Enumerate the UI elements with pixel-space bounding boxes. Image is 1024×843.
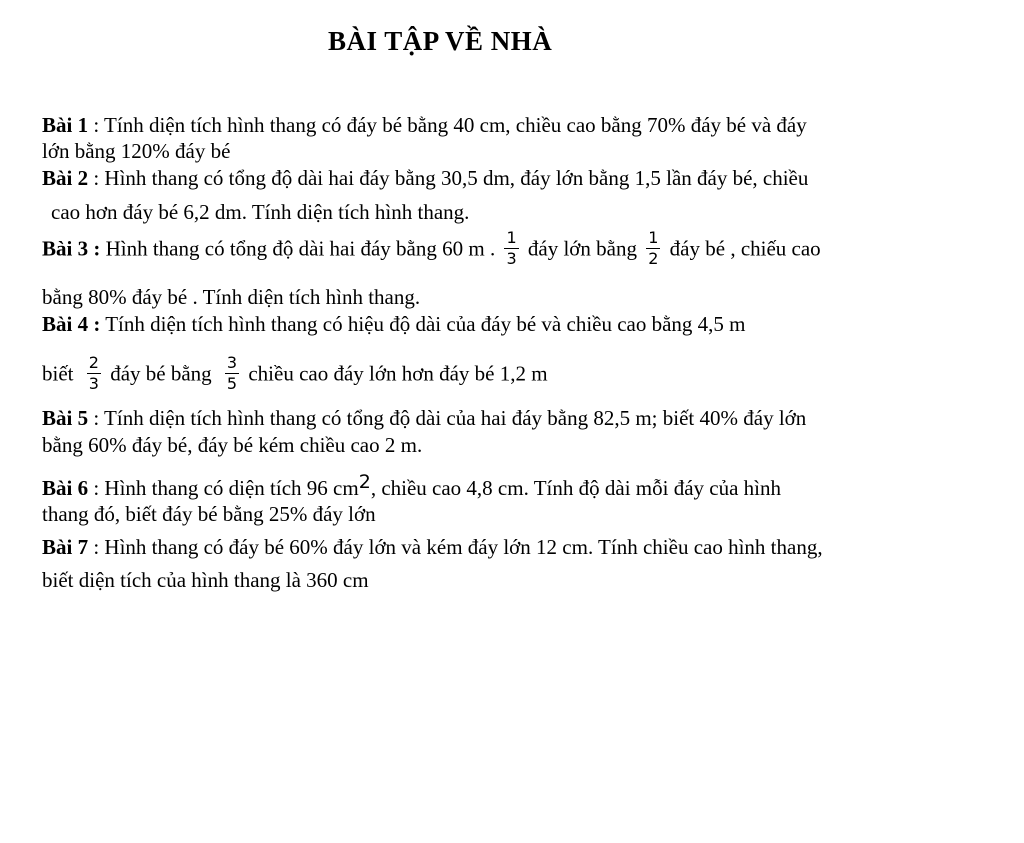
exercise-4-line-2 (42, 353, 548, 395)
exercise-6-label: Bài 6 (42, 476, 89, 500)
fraction-numerator: 2 (88, 353, 99, 372)
exercise-2-text-1: : Hình thang có tổng độ dài hai đáy bằng 30,5 dm, đáy lớn bằng 1,5 lần đáy bé, chiều (88, 166, 809, 190)
fraction-denominator: 3 (506, 249, 517, 268)
exercise-1-text-1: : Tính diện tích hình thang có đáy bé bằng 40 cm, chiều cao bằng 70% đáy bé và đáy (88, 113, 807, 137)
fraction-one-half (646, 229, 660, 268)
fraction-two-thirds (87, 354, 101, 393)
exercise-2-text-2: cao hơn đáy bé 6,2 dm. Tính diện tích hình thang. (51, 200, 470, 224)
exercise-4-label: Bài 4 : (42, 312, 101, 336)
exercise-6-line-2 (42, 502, 376, 526)
exercise-3-text-1b: đáy lớn bằng (527, 236, 637, 261)
exercise-6-text-1a: : Hình thang có diện tích 96 cm (88, 476, 359, 500)
exercise-6-line-1 (42, 471, 781, 501)
exercise-5-text-1: : Tính diện tích hình thang có tổng độ dài của hai đáy bằng 82,5 m; biết 40% đáy lớn (88, 406, 807, 430)
exercise-7-text-1: : Hình thang có đáy bé 60% đáy lớn và kém đáy lớn 12 cm. Tính chiều cao hình thang, (88, 535, 823, 559)
exercise-3-line-2 (42, 285, 420, 309)
exercise-7-line-2 (42, 568, 369, 592)
fraction-numerator: 1 (506, 228, 517, 247)
exercise-5-line-1 (42, 406, 806, 430)
exercise-3-text-2: bằng 80% đáy bé . Tính diện tích hình thang. (42, 285, 421, 309)
exercise-1-label: Bài 1 (42, 113, 89, 137)
exercise-4-text-2a: biết (42, 361, 74, 386)
exercise-2-label: Bài 2 (42, 166, 89, 190)
exercise-3-text-1c: đáy bé , chiếu cao (669, 236, 821, 261)
fraction-three-fifths (225, 354, 239, 393)
exercise-1-line-1 (42, 113, 807, 137)
exercise-5-text-2: bằng 60% đáy bé, đáy bé kém chiều cao 2 m. (42, 433, 423, 457)
exercise-1-line-2 (42, 139, 230, 163)
fraction-numerator: 1 (648, 228, 659, 247)
exercise-3-line-1 (42, 228, 821, 270)
exercise-3-label: Bài 3 : (42, 236, 101, 261)
exercise-3-text-1a: Hình thang có tổng độ dài hai đáy bằng 60 m . (100, 236, 496, 261)
page-title: BÀI TẬP VỀ NHÀ (328, 26, 553, 56)
exercise-4-line-1 (42, 312, 746, 336)
exercise-2-line-1 (42, 166, 808, 190)
exercise-6-superscript: 2 (358, 471, 371, 493)
exercise-7-label: Bài 7 (42, 535, 89, 559)
exercise-1-text-2: lớn bằng 120% đáy bé (42, 139, 231, 163)
fraction-one-third (504, 229, 518, 268)
exercise-4-text-2c: chiều cao đáy lớn hơn đáy bé 1,2 m (248, 361, 548, 386)
fraction-denominator: 3 (88, 374, 99, 393)
fraction-denominator: 5 (226, 374, 238, 393)
exercise-6-text-1b: , chiều cao 4,8 cm. Tính độ dài mỗi đáy của hình (370, 476, 781, 500)
fraction-denominator: 2 (648, 249, 659, 268)
exercise-4-text-2b: đáy bé bằng (110, 361, 212, 386)
exercise-5-line-2 (42, 433, 422, 457)
exercise-2-line-2 (51, 200, 469, 224)
exercise-4-text-1: Tính diện tích hình thang có hiệu độ dài của đáy bé và chiều cao bằng 4,5 m (100, 312, 746, 336)
exercise-7-line-1 (42, 535, 823, 559)
exercise-7-text-2: biết diện tích của hình thang là 360 cm (42, 568, 369, 592)
fraction-numerator: 3 (226, 353, 238, 372)
exercise-6-text-2: thang đó, biết đáy bé bằng 25% đáy lớn (42, 502, 376, 526)
exercise-5-label: Bài 5 (42, 406, 89, 430)
